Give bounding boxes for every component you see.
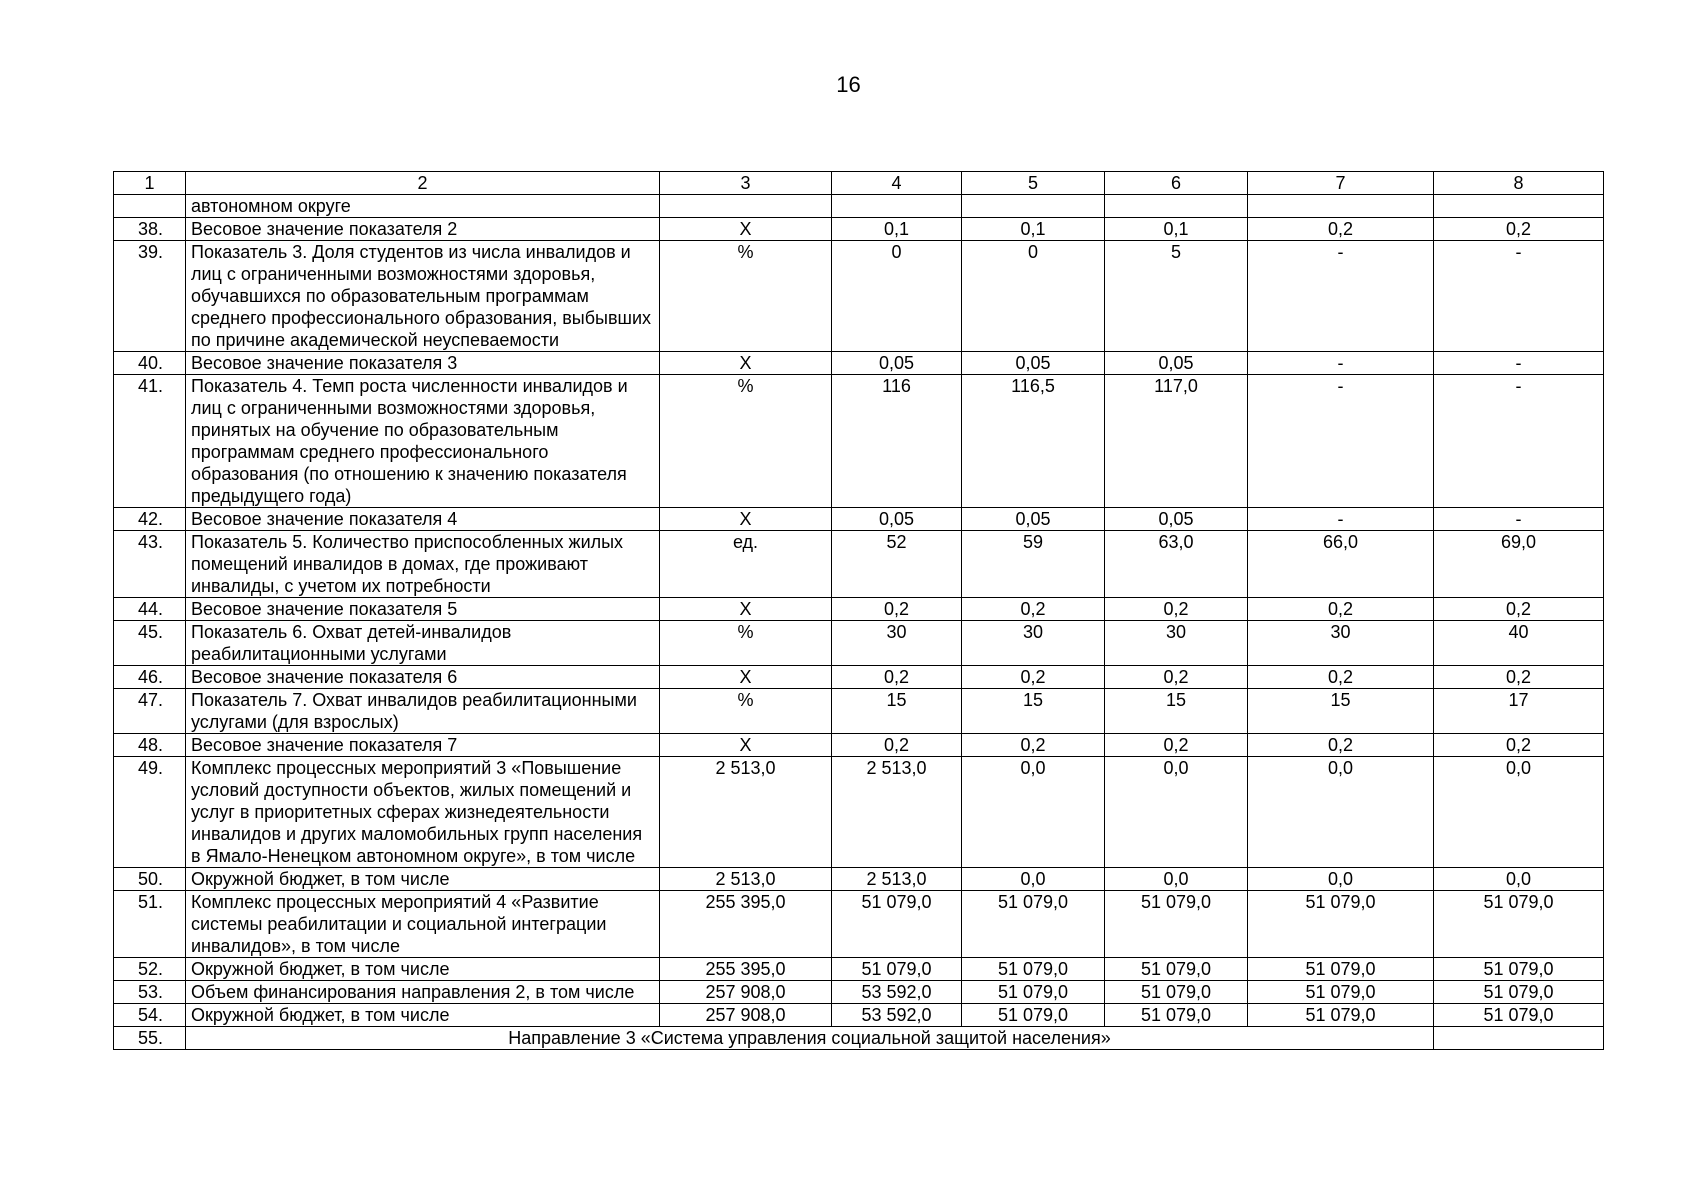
description-cell: Объем финансирования направления 2, в том числе [186,981,660,1004]
row-number-cell: 51. [114,891,186,958]
value-cell [832,195,962,218]
value-cell: 0,2 [1434,218,1604,241]
value-cell: 51 079,0 [1105,958,1248,981]
value-cell: 0,0 [1434,757,1604,868]
row-number-cell: 45. [114,621,186,666]
value-cell: 51 079,0 [1248,891,1434,958]
value-cell [1434,195,1604,218]
table-row [114,891,1604,958]
value-cell: 0,2 [1434,734,1604,757]
value-cell: 257 908,0 [660,1004,832,1027]
value-cell: 30 [1105,621,1248,666]
header-cell: 5 [962,172,1105,195]
value-cell: - [1248,241,1434,352]
value-cell: 51 079,0 [832,891,962,958]
value-cell: Х [660,598,832,621]
value-cell: 0,2 [1105,666,1248,689]
value-cell: 53 592,0 [832,1004,962,1027]
description-cell: Весовое значение показателя 4 [186,508,660,531]
description-cell: Весовое значение показателя 6 [186,666,660,689]
value-cell: Х [660,666,832,689]
value-cell: 52 [832,531,962,598]
value-cell: 257 908,0 [660,981,832,1004]
description-cell: Показатель 4. Темп роста численности инвалидов и лиц с ограниченными возможностями здоровья, принятых на обучение по образовательным программам среднего профессионального образования (по отношению к значению показателя предыдущего года) [186,375,660,508]
value-cell: 0,05 [962,508,1105,531]
value-cell: - [1434,375,1604,508]
value-cell: 0 [832,241,962,352]
value-cell: 15 [962,689,1105,734]
table-row [114,352,1604,375]
value-cell: - [1248,375,1434,508]
value-cell: - [1248,508,1434,531]
value-cell: 2 513,0 [660,868,832,891]
value-cell: Х [660,508,832,531]
row-number-cell: 38. [114,218,186,241]
table-row [114,241,1604,352]
value-cell: 63,0 [1105,531,1248,598]
row-number-cell: 48. [114,734,186,757]
value-cell: 2 513,0 [660,757,832,868]
value-cell: 255 395,0 [660,958,832,981]
value-cell: 117,0 [1105,375,1248,508]
value-cell: 5 [1105,241,1248,352]
value-cell: 2 513,0 [832,757,962,868]
value-cell: 51 079,0 [962,981,1105,1004]
row-number-cell: 42. [114,508,186,531]
table-row [114,958,1604,981]
value-cell: - [1434,241,1604,352]
value-cell: - [1434,508,1604,531]
value-cell [1248,195,1434,218]
row-number-cell: 54. [114,1004,186,1027]
value-cell: 0,2 [832,666,962,689]
value-cell: Х [660,734,832,757]
value-cell: Х [660,218,832,241]
value-cell: 51 079,0 [1434,981,1604,1004]
description-cell: Окружной бюджет, в том числе [186,958,660,981]
table-row [114,666,1604,689]
value-cell [962,195,1105,218]
value-cell: 0,0 [1248,757,1434,868]
value-cell: 51 079,0 [1248,958,1434,981]
value-cell [1105,195,1248,218]
value-cell: 0,05 [832,508,962,531]
table-row [114,1004,1604,1027]
page-number: 16 [836,72,861,97]
description-cell: Окружной бюджет, в том числе [186,868,660,891]
row-number-cell: 41. [114,375,186,508]
value-cell: % [660,689,832,734]
description-cell: Показатель 5. Количество приспособленных жилых помещений инвалидов в домах, где проживают инвалиды, с учетом их потребности [186,531,660,598]
value-cell: 53 592,0 [832,981,962,1004]
value-cell: 66,0 [1248,531,1434,598]
description-cell: Весовое значение показателя 3 [186,352,660,375]
value-cell: ед. [660,531,832,598]
value-cell: 51 079,0 [1434,958,1604,981]
value-cell: 51 079,0 [1248,981,1434,1004]
row-number-cell: 43. [114,531,186,598]
value-cell: % [660,621,832,666]
value-cell: 255 395,0 [660,891,832,958]
description-cell: Комплекс процессных мероприятий 3 «Повышение условий доступности объектов, жилых помещений и услуг в приоритетных сферах жизнедеятельности инвалидов и других маломобильных групп населения в Ямало-Ненецком автономном округе», в том числе [186,757,660,868]
value-cell: 0,2 [962,666,1105,689]
value-cell: 0,2 [832,734,962,757]
row-number-cell: 55. [114,1027,186,1050]
value-cell: - [1248,352,1434,375]
data-table [113,171,1604,1050]
value-cell: 0,0 [1434,868,1604,891]
value-cell: 0,05 [832,352,962,375]
description-cell: Окружной бюджет, в том числе [186,1004,660,1027]
table-body [114,172,1604,1050]
table-row [114,757,1604,868]
header-cell: 7 [1248,172,1434,195]
value-cell: 51 079,0 [962,891,1105,958]
row-number-cell: 50. [114,868,186,891]
value-cell: 0,1 [962,218,1105,241]
value-cell: 0,0 [962,868,1105,891]
empty-cell [1434,1027,1604,1050]
value-cell: 0,2 [1434,598,1604,621]
value-cell: 30 [1248,621,1434,666]
value-cell: 0 [962,241,1105,352]
value-cell: 15 [1105,689,1248,734]
value-cell: 0,2 [1105,734,1248,757]
header-cell: 3 [660,172,832,195]
value-cell: 0,05 [1105,508,1248,531]
value-cell: 51 079,0 [1434,891,1604,958]
header-cell: 1 [114,172,186,195]
value-cell: 0,0 [1105,757,1248,868]
value-cell: 0,2 [1248,734,1434,757]
row-number-cell: 49. [114,757,186,868]
value-cell: 15 [832,689,962,734]
value-cell: - [1434,352,1604,375]
description-cell: Показатель 3. Доля студентов из числа инвалидов и лиц с ограниченными возможностями здоровья, обучавшихся по образовательным программам среднего профессионального образования, выбывших по причине академической неуспеваемости [186,241,660,352]
value-cell: 51 079,0 [832,958,962,981]
value-cell: 0,2 [1248,218,1434,241]
table-row [114,981,1604,1004]
value-cell: 69,0 [1434,531,1604,598]
value-cell: 51 079,0 [1105,891,1248,958]
table-row [114,868,1604,891]
value-cell: 59 [962,531,1105,598]
value-cell: 0,0 [962,757,1105,868]
value-cell: 51 079,0 [1434,1004,1604,1027]
row-number-cell: 53. [114,981,186,1004]
table-row [114,621,1604,666]
header-cell: 8 [1434,172,1604,195]
table-row [114,1027,1604,1050]
row-number-cell: 40. [114,352,186,375]
table-row [114,375,1604,508]
value-cell: 116 [832,375,962,508]
table-row [114,508,1604,531]
row-number-cell: 47. [114,689,186,734]
header-cell: 4 [832,172,962,195]
value-cell: 0,2 [962,598,1105,621]
header-cell: 6 [1105,172,1248,195]
value-cell: Х [660,352,832,375]
table-row [114,195,1604,218]
value-cell: 0,0 [1248,868,1434,891]
table-header-row [114,172,1604,195]
value-cell: % [660,375,832,508]
value-cell: 15 [1248,689,1434,734]
value-cell: 30 [962,621,1105,666]
value-cell: 0,05 [962,352,1105,375]
row-number-cell: 39. [114,241,186,352]
value-cell: 0,05 [1105,352,1248,375]
value-cell: 0,2 [1434,666,1604,689]
row-number-cell: 44. [114,598,186,621]
table-row [114,531,1604,598]
value-cell: 17 [1434,689,1604,734]
value-cell: 0,2 [1248,598,1434,621]
row-number-cell: 46. [114,666,186,689]
table-row [114,218,1604,241]
value-cell: 116,5 [962,375,1105,508]
row-number-cell [114,195,186,218]
description-cell: автономном округе [186,195,660,218]
description-cell: Весовое значение показателя 2 [186,218,660,241]
value-cell: 0,2 [1105,598,1248,621]
value-cell: 51 079,0 [1248,1004,1434,1027]
value-cell: 30 [832,621,962,666]
header-cell: 2 [186,172,660,195]
description-cell: Комплекс процессных мероприятий 4 «Развитие системы реабилитации и социальной интеграции инвалидов», в том числе [186,891,660,958]
value-cell: 0,0 [1105,868,1248,891]
value-cell: 0,2 [832,598,962,621]
value-cell: % [660,241,832,352]
section-title-cell: Направление 3 «Система управления социальной защитой населения» [186,1027,1434,1050]
table-row [114,598,1604,621]
value-cell: 0,1 [1105,218,1248,241]
value-cell: 51 079,0 [962,958,1105,981]
value-cell: 0,1 [832,218,962,241]
value-cell: 0,2 [962,734,1105,757]
row-number-cell: 52. [114,958,186,981]
value-cell: 2 513,0 [832,868,962,891]
description-cell: Весовое значение показателя 7 [186,734,660,757]
table-row [114,689,1604,734]
value-cell: 51 079,0 [962,1004,1105,1027]
description-cell: Показатель 7. Охват инвалидов реабилитационными услугами (для взрослых) [186,689,660,734]
value-cell [660,195,832,218]
description-cell: Показатель 6. Охват детей-инвалидов реабилитационными услугами [186,621,660,666]
value-cell: 51 079,0 [1105,981,1248,1004]
value-cell: 0,2 [1248,666,1434,689]
description-cell: Весовое значение показателя 5 [186,598,660,621]
table-row [114,734,1604,757]
value-cell: 51 079,0 [1105,1004,1248,1027]
value-cell: 40 [1434,621,1604,666]
